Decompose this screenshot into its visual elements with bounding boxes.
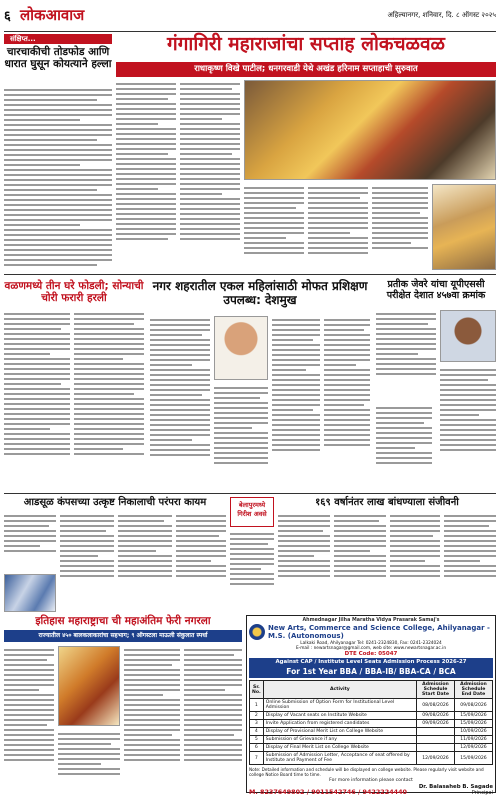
brief-label: संक्षिप्त... <box>4 34 112 44</box>
anniversary-body-col2 <box>278 512 330 612</box>
exam-body-col3 <box>440 366 496 490</box>
training-body-col4 <box>324 316 370 490</box>
row-end-date: 11/09/2026 <box>455 736 493 744</box>
anniversary-box-label: बेलापुरमध्ये गिरीश अवसे <box>230 497 274 527</box>
banner-photo-2 <box>432 184 496 270</box>
anniversary-body-col1 <box>230 530 274 612</box>
banner-subhead: राधाकृष्ण विखे पाटील; धनगरवाडी येथे अखंड हरिनाम सप्ताहाची सुरुवात <box>116 62 496 77</box>
row-number: 2 <box>250 712 264 720</box>
row-start-date <box>417 736 455 744</box>
training-body-col2 <box>214 384 268 490</box>
row-number: 3 <box>250 720 264 728</box>
row-start-date: 08/08/2026 <box>417 699 455 712</box>
row-activity: Display of Final Merit List on College Website <box>263 744 416 752</box>
divider-2 <box>4 493 496 494</box>
company-headline: आडसूळ कंपसच्या उत्कृष्ट निकालाची परंपरा कायम <box>23 497 207 508</box>
college-logo-icon <box>249 624 265 640</box>
exam-headline: प्रतीक जेवरे यांचा यूपीएससी परीक्षेत देशात ४५७वा क्रमांक <box>386 279 486 301</box>
anniversary-headline: १६९ वर्षानंतर लाख बांधण्याला संजीवनी <box>315 497 459 508</box>
brief-body <box>4 86 112 286</box>
banner-body-col4 <box>308 184 368 270</box>
ad-email: E-mail : newartsnagar@gmail.com, web site: www.newartsnagar.ac.in <box>295 646 447 652</box>
ad-principal-name: Dr. Balasaheb B. Sagade <box>418 784 493 791</box>
history-body-col2 <box>58 730 120 792</box>
row-end-date: 12/09/2026 <box>455 744 493 752</box>
row-start-date <box>417 728 455 736</box>
company-body-col2 <box>60 512 114 612</box>
row-start-date <box>417 744 455 752</box>
ad-contact-label: For more information please contact <box>329 778 413 784</box>
row-activity: Display of Provisional Merit List on College Website <box>263 728 416 736</box>
banner-headline: गंगागिरी महाराजांचा सप्ताह लोकचळवळ <box>167 33 445 55</box>
college-advertisement <box>246 615 496 793</box>
table-header: Activity <box>263 681 416 699</box>
table-header: Admission Schedule End Date <box>455 681 493 699</box>
row-number: 1 <box>250 699 264 712</box>
exam-body-col1 <box>376 310 436 400</box>
history-body-col1 <box>4 646 54 792</box>
training-body-col3 <box>272 316 320 490</box>
row-end-date: 15/09/2026 <box>455 712 493 720</box>
row-number: 7 <box>250 752 264 765</box>
ad-society: Ahmednagar Jilha Maratha Vidya Prasarak Samaj's <box>302 618 440 623</box>
exam-body-col2 <box>376 404 432 490</box>
company-photo <box>4 574 56 612</box>
company-body-col1 <box>4 512 56 572</box>
row-activity: Online Submission of Option Form for Institutional Level Admission <box>263 699 416 712</box>
dateline: अहिल्यानगर, शनिवार, दि. ८ ऑगस्ट २०२५ <box>387 11 496 19</box>
ad-contact-numbers: M. 8237649802 / 9011542746 / 9422224440 <box>249 788 407 795</box>
history-headline: इतिहास महाराष्ट्राचा ची महाअंतिम फेरी नगरला <box>35 615 211 627</box>
ad-for-line: For 1st Year BBA / BBA-IB/ BBA-CA / BCA <box>249 666 493 678</box>
banner-body-col5 <box>372 184 428 270</box>
admission-schedule-table <box>249 680 493 765</box>
history-subhead: राज्यातील ४५० बालकलाकारांचा सहभाग; ९ ऑगस्टला माऊली संकुलात स्पर्धा <box>4 630 242 642</box>
ad-address: Lalkaki Road, Ahilyanagar Tel: 0241-2324830, Fax: 0241-2324024 <box>300 641 442 647</box>
table-header: Admission Schedule Start Date <box>417 681 455 699</box>
company-body-col4 <box>176 512 226 612</box>
banner-body-col3 <box>244 184 304 270</box>
table-row <box>250 699 493 712</box>
table-row <box>250 736 493 744</box>
ad-cap-line: Against CAP / Institute Level Seats Admission Process 2026-27 <box>249 658 493 666</box>
training-headline: नगर शहरातील एकल महिलांसाठी मोफत प्रशिक्षण उपलब्ध: देशमुख <box>152 279 368 307</box>
table-header: Sr. No. <box>250 681 264 699</box>
ad-dte-code: DTE Code: 05047 <box>344 651 398 658</box>
banner-body-col1 <box>116 80 176 270</box>
masthead <box>4 2 496 32</box>
row-end-date: 10/09/2026 <box>455 728 493 736</box>
ad-college-name: New Arts, Commerce and Science College, Ahilyanagar - M.S. (Autonomous) <box>268 624 490 641</box>
table-row <box>250 720 493 728</box>
newspaper-brand: लोकआवाज <box>20 6 85 24</box>
table-row <box>250 712 493 720</box>
row-activity: Invite Application from registered candidates <box>263 720 416 728</box>
banner-body-col2 <box>180 80 240 270</box>
ad-principal-title: Principal <box>471 790 493 795</box>
anniversary-body-col4 <box>390 512 440 612</box>
brief-headline: चारचाकीची तोडफोड आणि धारात घुसून कोयत्याने हल्ला <box>4 46 112 71</box>
row-activity: Display of Vacant seats on Institute Website <box>263 712 416 720</box>
history-photo <box>58 646 120 726</box>
speaker-photo <box>214 316 268 380</box>
row-activity: Submission of Grievance if any <box>263 736 416 744</box>
banner-photo <box>244 80 496 180</box>
row-activity: Submission of Admission Letter, Acceptance of seat offered by Institute and Payment of Fee <box>263 752 416 765</box>
anniversary-body-col5 <box>444 512 496 612</box>
divider <box>4 274 496 275</box>
history-body-col4 <box>184 646 242 792</box>
row-number: 4 <box>250 728 264 736</box>
row-start-date: 12/09/2026 <box>417 752 455 765</box>
burglary-headline: वळणमध्ये तीन घरे फोडली; सोन्याची चोरी फरारी हरली <box>4 280 144 305</box>
row-start-date: 09/09/2026 <box>417 720 455 728</box>
table-row <box>250 744 493 752</box>
row-number: 6 <box>250 744 264 752</box>
page-number: ६ <box>4 9 11 24</box>
burglary-body-col2 <box>74 310 144 490</box>
row-end-date: 09/08/2026 <box>455 699 493 712</box>
anniversary-body-col3 <box>334 512 386 612</box>
history-body-col3 <box>124 646 180 792</box>
row-start-date: 09/08/2026 <box>417 712 455 720</box>
training-body-col1 <box>150 316 210 490</box>
table-row <box>250 752 493 765</box>
burglary-body-col1 <box>4 310 70 490</box>
row-number: 5 <box>250 736 264 744</box>
student-photo <box>440 310 496 362</box>
row-end-date: 15/09/2026 <box>455 720 493 728</box>
company-body-col3 <box>118 512 172 612</box>
row-end-date: 15/09/2026 <box>455 752 493 765</box>
table-row <box>250 728 493 736</box>
ad-note: Note: Detailed information and schedule will be displayed on college website. Please regularly visit website and college Notice Board time to time. <box>249 767 484 778</box>
